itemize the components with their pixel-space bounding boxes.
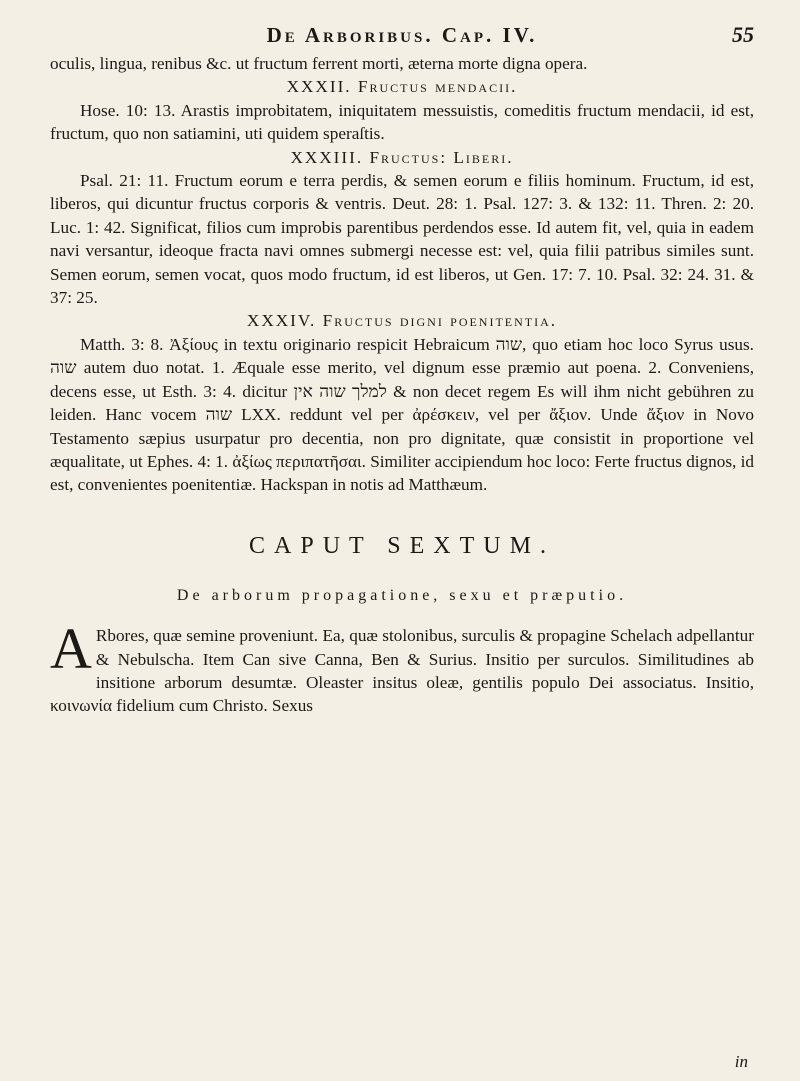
chapter-subtitle: De arborum propagatione, sexu et præputio. xyxy=(176,587,628,605)
page-number: 55 xyxy=(732,22,754,47)
paragraph: Psal. 21: 11. Fructum eorum e terra perdis, & semen eorum e filiis hominum. Fructum, id est, liberos, qui dicuntur fructus corporis & ventris. Deut. 28: 1. Psal. 127: 3. & 132: 11. Thren. 2: 20. Luc. 1: 42. Significat, filios cum improbis parentibus perdendos esse. Id autem fit, vel, quia in eadem navi versantur, ideoque fracta navi omnes submergi necesse est: vel, quia filii patribus similes sunt. Semen eorum, semen vocat, quos modo fructum, id est liberos, ut Gen. 17: 7. 10. Psal. 32: 24. 31. & 37: 25. xyxy=(50,171,754,308)
paragraph: Hose. 10: 13. Arastis improbitatem, iniquitatem messuistis, comeditis fructum mendacii, id est, fructum, quo non satiamini, uti quidem speraſtis. xyxy=(50,100,754,144)
drop-cap: A xyxy=(50,616,92,682)
running-head xyxy=(50,18,754,52)
chapter-summary xyxy=(50,616,754,718)
section-heading: XXXIV. Fructus digni poenitentia. xyxy=(246,311,558,331)
running-head-title: De Arboribus. Cap. IV. xyxy=(266,23,538,47)
chapter-title: CAPUT SEXTUM. xyxy=(249,532,555,559)
section-heading: XXXIII. Fructus: Liberi. xyxy=(290,147,514,167)
catchword: in xyxy=(734,1052,748,1071)
section-heading: XXXII. Fructus mendacii. xyxy=(286,77,518,97)
chapter-summary-text: Rbores, quæ semine proveniunt. Ea, quæ stolonibus, surculis & propagine Schelach adpellantur & Nebulscha. Item Can sive Canna, Ben & Surius. Insitio per surculos. Similitudines ab insitione arborum desumtæ. Oleaster insitus oleæ, gentilis populo Dei associatus. Insitio, κοινωνία fidelium cum Christo. Sexus xyxy=(50,626,754,716)
paragraph: Matth. 3: 8. Ἀξίους in textu originario respicit Hebraicum שוה, quo etiam hoc loco Syrus usus. שוה autem duo notat. 1. Æquale esse merito, vel dignum esse præmio aut poena. 2. Conveniens, decens esse, ut Esth. 3: 4. dicitur למלך שוה אין & non decet regem Es will ihm nicht gebühren zu leiden. Hanc vocem שוה LXX. reddunt vel per ἀρέσκειν, vel per ἄξιον. Unde ἄξιον in Novo Testamento sæpius usurpatur pro decentia, non pro dignitate, quæ consistit in proportione vel æqualitate, ut Ephes. 4: 1. ἀξίως περιπατῆσαι. Similiter accipiendum hoc loco: Ferte fructus dignos, id est, convenientes poenitentiæ. Hackspan in notis ad Matthæum. xyxy=(50,334,755,495)
paragraph: oculis, lingua, renibus &c. ut fructum ferrent morti, æterna morte digna opera. xyxy=(50,54,588,73)
body-text xyxy=(50,52,754,718)
